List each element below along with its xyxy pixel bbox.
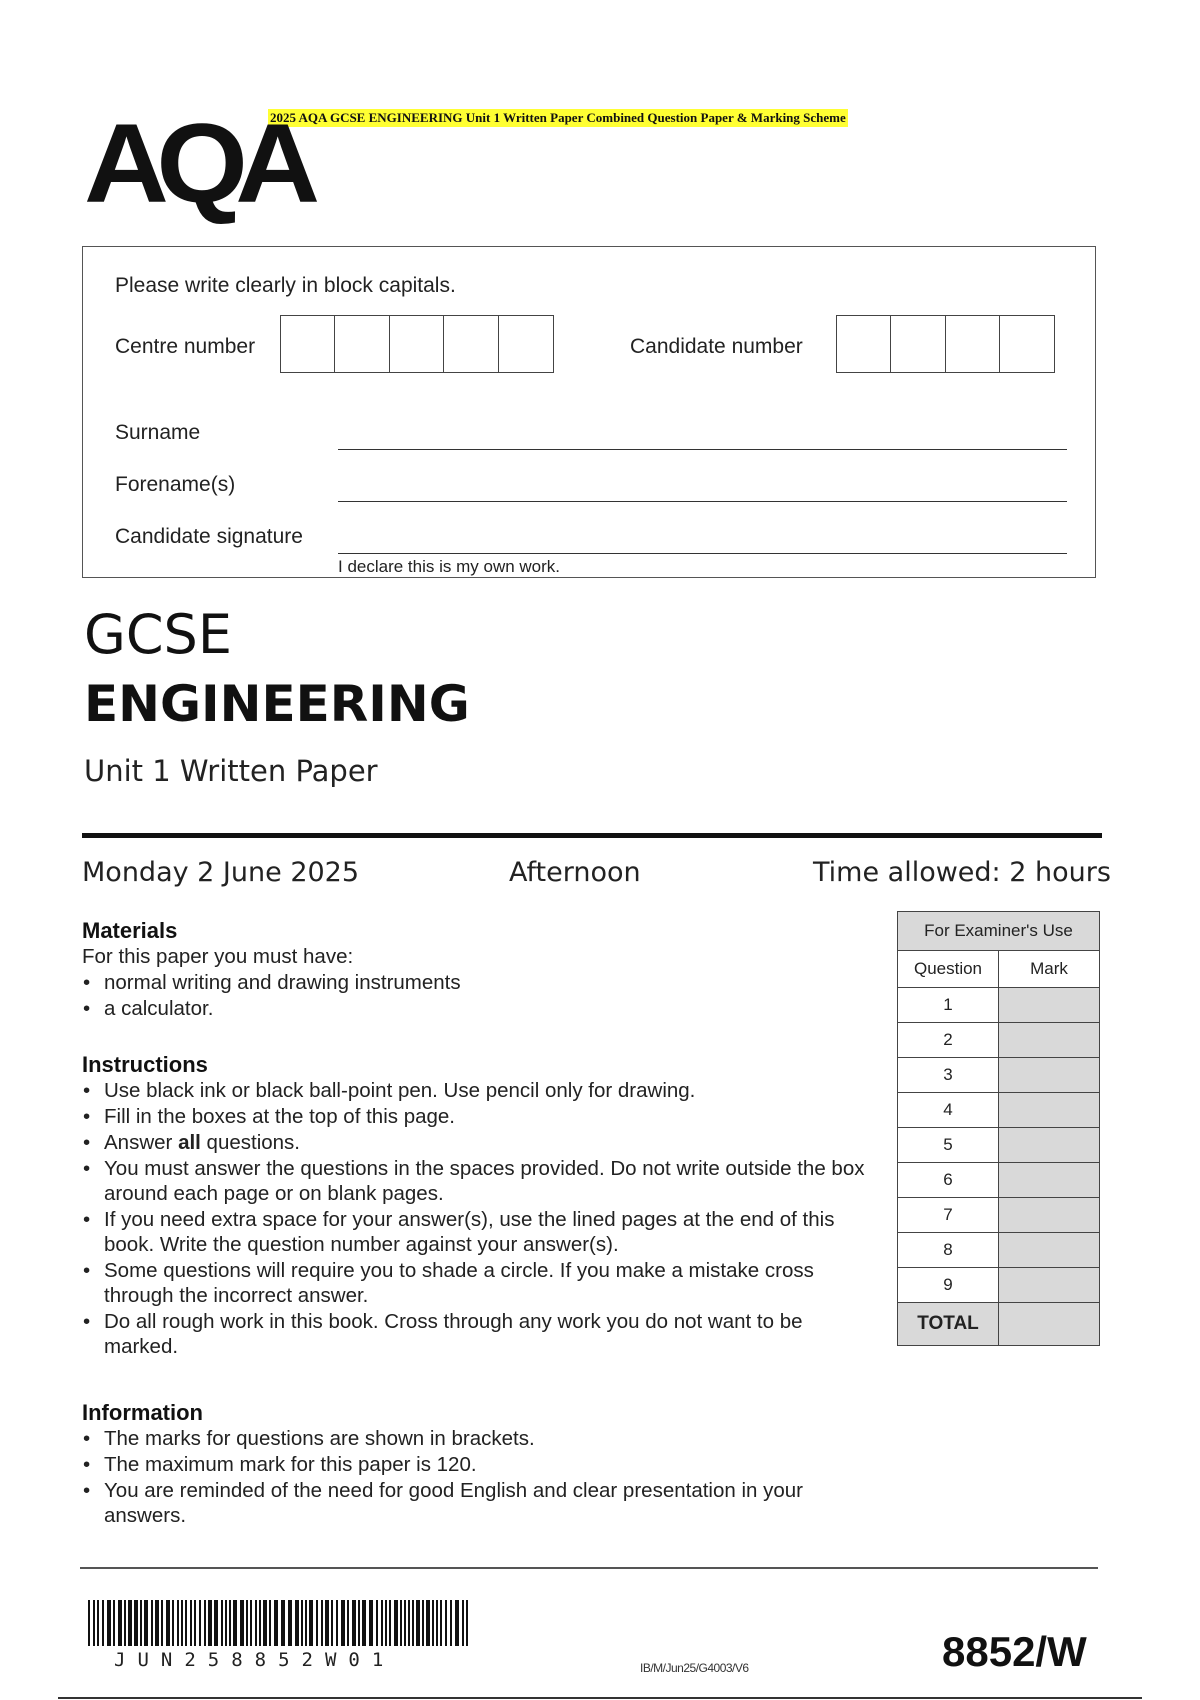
examiner-use-table (897, 911, 1100, 1346)
barcode-bar (321, 1600, 323, 1646)
question-number: 5 (898, 1128, 999, 1163)
barcode-bar (194, 1600, 196, 1646)
question-number: 6 (898, 1163, 999, 1198)
materials-heading: Materials (82, 918, 178, 943)
mark-cell[interactable] (999, 1233, 1100, 1268)
barcode-bar (440, 1600, 442, 1646)
barcode-bar (341, 1600, 345, 1646)
barcode-bar (281, 1600, 285, 1646)
forename-label: Forename(s) (115, 473, 236, 496)
table-row (898, 1198, 1100, 1233)
barcode-text: JUN258852W01 (114, 1649, 396, 1671)
materials-intro: For this paper you must have: (82, 945, 354, 968)
barcode-bar (225, 1600, 227, 1646)
list-item: • If you need extra space for your answer(s), use the lined pages at the end of this book. Write the question number against your answer(s). (82, 1207, 872, 1257)
mark-cell[interactable] (999, 1128, 1100, 1163)
barcode-bar (295, 1600, 299, 1646)
barcode-bar (305, 1600, 307, 1646)
signature-label: Candidate signature (115, 525, 303, 548)
barcode-bar (113, 1600, 115, 1646)
barcode-bar (240, 1600, 244, 1646)
list-item: • Fill in the boxes at the top of this page. (82, 1104, 872, 1129)
mark-cell[interactable] (999, 1023, 1100, 1058)
barcode-bar (185, 1600, 187, 1646)
barcode-bar (229, 1600, 231, 1646)
mark-cell[interactable] (999, 1093, 1100, 1128)
barcode-bar (259, 1600, 261, 1646)
list-item: • Use black ink or black ball-point pen. Use pencil only for drawing. (82, 1078, 872, 1103)
barcode-bar (436, 1600, 438, 1646)
page-bottom-rule (58, 1697, 1142, 1699)
question-number: 8 (898, 1233, 999, 1268)
instructions-section (82, 1052, 872, 1360)
table-row (898, 1093, 1100, 1128)
barcode-bar (450, 1600, 452, 1646)
mark-cell[interactable] (999, 1058, 1100, 1093)
total-row (898, 1303, 1100, 1346)
barcode-bar (455, 1600, 459, 1646)
centre-digit-box[interactable] (443, 315, 499, 373)
centre-number-label: Centre number (115, 335, 256, 358)
surname-label: Surname (115, 421, 201, 444)
list-item: • You must answer the questions in the spaces provided. Do not write outside the box around each page or on blank pages. (82, 1156, 872, 1206)
question-number: 3 (898, 1058, 999, 1093)
barcode-bar (250, 1600, 252, 1646)
barcode-bar (362, 1600, 366, 1646)
barcode-bar (445, 1600, 447, 1646)
subject-title: ENGINEERING (84, 675, 470, 733)
paper-code: 8852/W (942, 1628, 1087, 1675)
barcode-bar (128, 1600, 132, 1646)
barcode-image (88, 1600, 470, 1646)
question-number: 1 (898, 988, 999, 1023)
mark-cell[interactable] (999, 1163, 1100, 1198)
time-allowed: Time allowed: 2 hours (813, 857, 1111, 888)
question-column-header: Question (898, 951, 999, 988)
barcode-bar (199, 1600, 201, 1646)
barcode-bar (263, 1600, 267, 1646)
table-row (898, 1233, 1100, 1268)
barcode-bar (208, 1600, 212, 1646)
barcode-bar (404, 1600, 406, 1646)
mark-cell[interactable] (999, 1198, 1100, 1233)
barcode-bar (376, 1600, 378, 1646)
list-item: • Do all rough work in this book. Cross through any work you do not want to be marked. (82, 1309, 872, 1359)
question-number: 7 (898, 1198, 999, 1233)
barcode-bar (400, 1600, 402, 1646)
block-capitals-instruction: Please write clearly in block capitals. (115, 274, 456, 297)
qualification-title: GCSE (84, 603, 232, 666)
barcode-bar (426, 1600, 430, 1646)
examiner-table-heading: For Examiner's Use (898, 912, 1100, 951)
barcode-bar (118, 1600, 122, 1646)
barcode-bar (331, 1600, 333, 1646)
list-item: • You are reminded of the need for good English and clear presentation in your answers. (82, 1478, 872, 1528)
barcode-bar (316, 1600, 318, 1646)
barcode-bar (358, 1600, 360, 1646)
table-row (898, 1058, 1100, 1093)
information-heading: Information (82, 1400, 203, 1425)
barcode-bar (408, 1600, 410, 1646)
barcode-bar (124, 1600, 126, 1646)
total-mark-cell[interactable] (999, 1303, 1100, 1346)
barcode-bar (204, 1600, 206, 1646)
barcode-bar (144, 1600, 148, 1646)
signature-field[interactable] (338, 553, 1067, 554)
barcode-bar (385, 1600, 387, 1646)
barcode-bar (394, 1600, 398, 1646)
candidate-digit-box[interactable] (890, 315, 946, 373)
barcode-bar (422, 1600, 424, 1646)
header-divider (82, 833, 1102, 838)
candidate-details-box (82, 246, 1096, 578)
exam-session: Afternoon (509, 857, 641, 888)
question-number: 9 (898, 1268, 999, 1303)
candidate-number-boxes (837, 315, 1055, 373)
barcode-bar (233, 1600, 237, 1646)
table-row (898, 1268, 1100, 1303)
barcode-bar (369, 1600, 373, 1646)
barcode-bar (134, 1600, 138, 1646)
list-item: • normal writing and drawing instruments (82, 970, 882, 995)
candidate-number-label: Candidate number (630, 335, 803, 358)
barcode-bar (93, 1600, 95, 1646)
barcode-bar (389, 1600, 391, 1646)
barcode-bar (288, 1600, 292, 1646)
list-item: • a calculator. (82, 996, 882, 1021)
barcode-bar (214, 1600, 218, 1646)
barcode-bar (381, 1600, 383, 1646)
barcode-bar (177, 1600, 179, 1646)
barcode-bar (325, 1600, 329, 1646)
barcode-bar (181, 1600, 183, 1646)
centre-digit-box[interactable] (498, 315, 554, 373)
aqa-logo: AQA (84, 101, 308, 226)
surname-field[interactable] (338, 449, 1067, 450)
centre-number-boxes (281, 315, 554, 373)
barcode-bar (166, 1600, 170, 1646)
barcode-bar (466, 1600, 468, 1646)
forename-field[interactable] (338, 501, 1067, 502)
candidate-digit-box[interactable] (945, 315, 1001, 373)
total-label: TOTAL (898, 1303, 999, 1346)
barcode-bar (462, 1600, 464, 1646)
barcode-bar (88, 1600, 90, 1646)
barcode-bar (97, 1600, 99, 1646)
unit-title: Unit 1 Written Paper (84, 754, 378, 788)
barcode-bar (172, 1600, 174, 1646)
table-row (898, 1023, 1100, 1058)
candidate-digit-box[interactable] (836, 315, 892, 373)
barcode-bar (255, 1600, 257, 1646)
barcode-bar (352, 1600, 356, 1646)
barcode-bar (155, 1600, 159, 1646)
barcode-bar (412, 1600, 414, 1646)
barcode-bar (309, 1600, 313, 1646)
barcode-bar (102, 1600, 104, 1646)
barcode-bar (336, 1600, 338, 1646)
centre-digit-box[interactable] (389, 315, 445, 373)
question-number: 4 (898, 1093, 999, 1128)
barcode-bar (151, 1600, 153, 1646)
barcode-bar (161, 1600, 163, 1646)
barcode-bar (140, 1600, 142, 1646)
barcode-bar (269, 1600, 271, 1646)
barcode-bar (432, 1600, 434, 1646)
question-number: 2 (898, 1023, 999, 1058)
mark-cell[interactable] (999, 1268, 1100, 1303)
barcode-bar (190, 1600, 192, 1646)
mark-column-header: Mark (999, 951, 1100, 988)
barcode-bar (347, 1600, 349, 1646)
barcode-bar (246, 1600, 248, 1646)
information-section (82, 1400, 872, 1529)
table-row (898, 1128, 1100, 1163)
barcode-bar (274, 1600, 278, 1646)
list-item: • Some questions will require you to shade a circle. If you make a mistake cross through the incorrect answer. (82, 1258, 872, 1308)
reference-code: IB/M/Jun25/G4003/V6 (640, 1661, 749, 1675)
list-item: • Answer all questions. (82, 1130, 872, 1155)
barcode-bar (221, 1600, 223, 1646)
declaration-text: I declare this is my own work. (338, 557, 561, 576)
candidate-digit-box[interactable] (999, 315, 1055, 373)
barcode-bar (301, 1600, 303, 1646)
table-row (898, 1163, 1100, 1198)
barcode-bar (416, 1600, 420, 1646)
table-row (898, 988, 1100, 1023)
list-item: • The maximum mark for this paper is 120. (82, 1452, 872, 1477)
exam-date: Monday 2 June 2025 (82, 857, 360, 888)
mark-cell[interactable] (999, 988, 1100, 1023)
centre-digit-box[interactable] (280, 315, 336, 373)
materials-section (82, 918, 882, 1022)
list-item: • The marks for questions are shown in brackets. (82, 1426, 872, 1451)
instructions-heading: Instructions (82, 1052, 208, 1077)
centre-digit-box[interactable] (334, 315, 390, 373)
barcode-bar (107, 1600, 111, 1646)
footer-divider (80, 1567, 1098, 1569)
document-title-banner: 2025 AQA GCSE ENGINEERING Unit 1 Written Paper Combined Question Paper & Marking Scheme (270, 110, 846, 125)
